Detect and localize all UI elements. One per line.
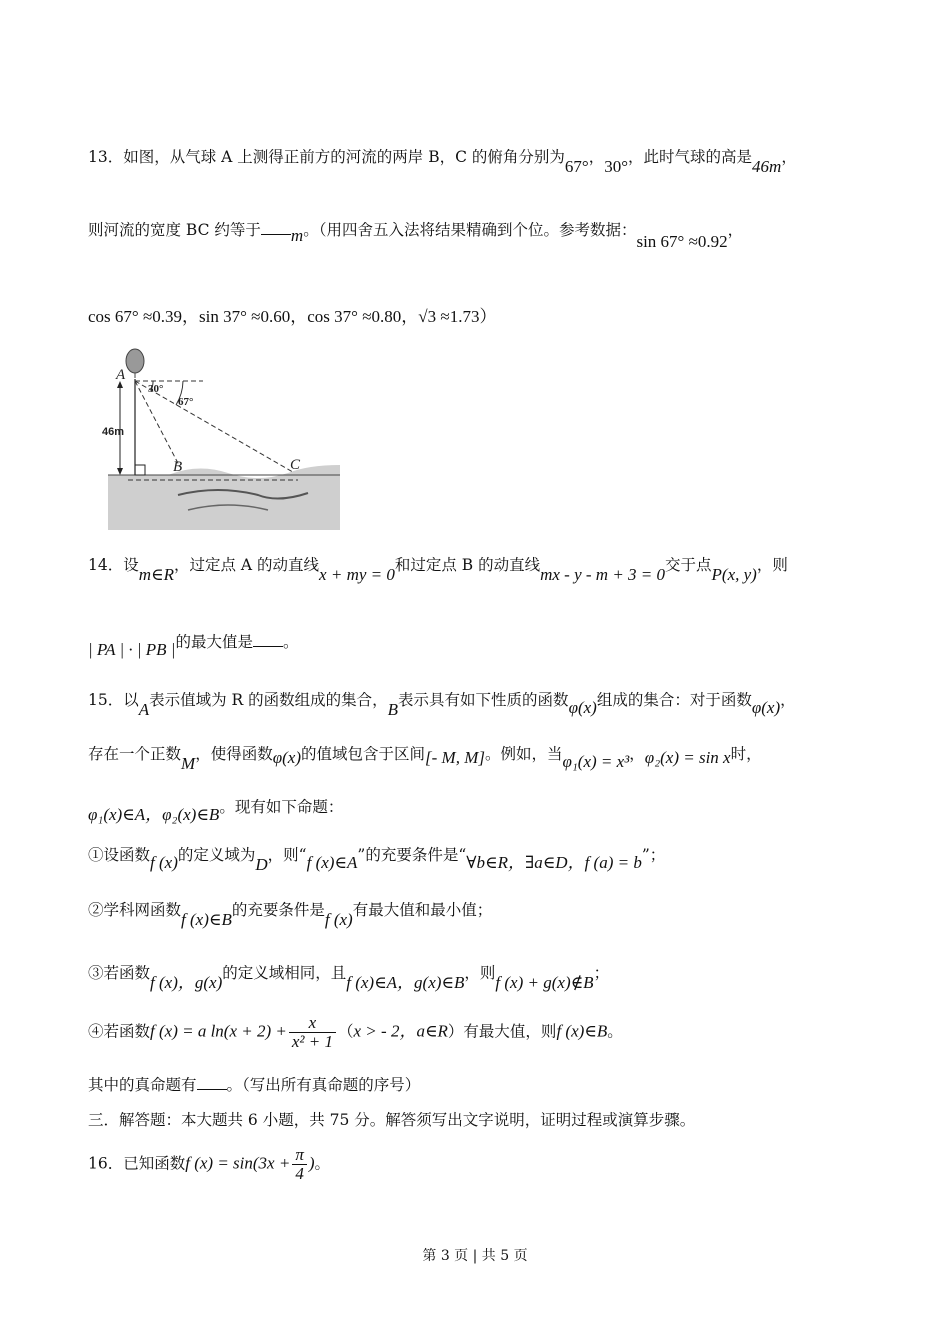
math-phi: φ(x) [272, 748, 301, 767]
fraction-denominator: 4 [295, 1164, 304, 1183]
q14-text: 的最大值是 [175, 633, 253, 651]
q15-text: 有最大值和最小值； [352, 901, 493, 919]
q15-line1 [88, 688, 796, 719]
q15-line3 [88, 792, 344, 824]
q15-text: 。现有如下命题： [219, 798, 344, 816]
reference-data: cos 67° ≈0.39，sin 37° ≈0.60，cos 37° ≈0.80，√3 ≈1.73） [88, 307, 497, 326]
fraction-numerator: π [292, 1146, 307, 1165]
set-B: B [387, 700, 399, 719]
q16-text: 16．已知函数 [88, 1154, 186, 1173]
answer-blank[interactable] [261, 220, 291, 235]
math-f: f (x) [324, 910, 353, 929]
q15-text: 的充要条件是 [231, 901, 325, 919]
punct: ， [780, 691, 796, 709]
q15-line2 [88, 742, 762, 773]
q14-text: 14．设 [88, 556, 139, 574]
math-sum-not-in-B: f (x) + g(x)∉B [495, 973, 594, 992]
section-3-heading [88, 1108, 695, 1130]
punct: ， [781, 148, 797, 166]
fraction-denominator: x² + 1 [291, 1032, 333, 1051]
height-46m: 46m [752, 157, 782, 176]
q15-text: ④若函数 [88, 1022, 151, 1041]
math-phi1: φ₁(x) = x³ [562, 752, 630, 771]
fraction [292, 1146, 307, 1183]
q13-line3 [88, 302, 496, 327]
math-examples: φ₁(x)∈A，φ₂(x)∈B [88, 805, 220, 824]
sin67-value: sin 67° ≈0.92 [636, 232, 728, 251]
q14-text: ，过定点 A 的动直线 [173, 556, 320, 574]
punct: 。 [283, 633, 299, 651]
math-f-in-A-g-in-B: f (x)∈A，g(x)∈B [346, 973, 465, 992]
math-m-in-R: m∈R [138, 565, 174, 584]
math-M: M [181, 754, 196, 773]
label-A: A [116, 367, 126, 383]
math-paren: ) [308, 1153, 315, 1173]
math-f-g: f (x)，g(x) [150, 973, 223, 992]
q15-text: 表示具有如下性质的函数 [398, 691, 569, 709]
q13-text: 则河流的宽度 BC 约等于 [88, 221, 261, 239]
q15-text: （ [338, 1022, 354, 1041]
punct: ， [588, 148, 605, 166]
q15-text: 15．以 [88, 691, 139, 709]
label-B: B [173, 459, 183, 475]
q14-text: 交于点 [665, 556, 712, 574]
q15-prop1 [88, 840, 666, 874]
q14-text: ，则 [756, 556, 788, 574]
math-line2: mx - y - m + 3 = 0 [540, 565, 666, 584]
q14-line1 [88, 553, 788, 584]
q15-text: 的值域包含于区间 [300, 745, 425, 763]
math-phi: φ(x) [751, 698, 781, 717]
page-footer: 第 3 页 | 共 5 页 [422, 1248, 528, 1264]
fraction-numerator: x [289, 1014, 336, 1033]
angle-30: 30° [604, 157, 629, 176]
q15-text: 其中的真命题有 [88, 1076, 197, 1094]
punct: 。 [607, 1022, 623, 1041]
punct: ， [629, 745, 645, 763]
angle-label-67: 67° [178, 396, 194, 408]
q15-text: 的定义域相同，且 [222, 964, 347, 982]
set-A: A [138, 700, 150, 719]
q15-text: ③若函数 [88, 964, 151, 982]
answer-blank[interactable] [253, 632, 283, 647]
q15-text: ②学科网函数 [88, 901, 182, 919]
punct: 。 [314, 1154, 331, 1173]
q13-text: ，此时气球的高是 [628, 148, 753, 166]
q13-text: 。（用四舍五入法将结果精确到个位。参考数据： [303, 221, 637, 239]
math-interval: [- M, M] [425, 748, 485, 767]
q15-text: 表示值域为 R 的函数组成的集合， [149, 691, 388, 709]
q15-text: 的定义域为 [177, 846, 256, 864]
fraction [289, 1014, 336, 1051]
height-label: 46m [102, 426, 125, 438]
q15-prop3 [88, 958, 610, 992]
q15-text: 。（写出所有真命题的序号） [226, 1076, 421, 1094]
q15-prop4 [88, 1014, 623, 1051]
q14-text: 和过定点 B 的动直线 [394, 556, 541, 574]
label-C: C [290, 457, 301, 473]
q15-text: ，则“ [267, 846, 307, 864]
angle-67: 67° [564, 157, 589, 176]
math-domain: x > - 2，a∈R [353, 1021, 448, 1041]
unit-m: m [290, 226, 304, 245]
math-D: D [255, 855, 268, 874]
q15-answer [88, 1073, 420, 1095]
math-f: f (x) [150, 853, 178, 872]
q15-text: ”的充要条件是“ [357, 846, 467, 864]
section-3-text: 三．解答题：本大题共 6 小题，共 75 分。解答须写出文字说明，证明过程或演算步骤。 [88, 1111, 696, 1129]
q16-line [88, 1146, 330, 1183]
angle-label-30: 30° [148, 383, 164, 395]
math-f-in-B: f (x)∈B [556, 1021, 608, 1041]
math-phi: φ(x) [568, 698, 597, 717]
math-f-in-A: f (x)∈A [306, 853, 358, 872]
q15-text: 。例如，当 [484, 745, 563, 763]
q13-line2 [88, 218, 744, 251]
math-f-sin: f (x) = sin(3x + [185, 1153, 291, 1173]
q13-line1 [88, 145, 797, 176]
math-line1: x + my = 0 [319, 565, 395, 584]
q15-text: 组成的集合：对于函数 [596, 691, 752, 709]
math-f-def: f (x) = a ln(x + 2) + [150, 1021, 287, 1041]
math-condition: ∀b∈R，∃a∈D，f (a) = b [466, 853, 642, 872]
q15-prop2 [88, 898, 493, 929]
q15-text: ，使得函数 [195, 745, 273, 763]
balloon-river-figure [102, 345, 348, 530]
q15-text: ，则 [464, 964, 496, 982]
math-phi2: φ₂(x) = sin x [644, 748, 731, 767]
q15-text: 存在一个正数 [88, 745, 182, 763]
q15-text: 时， [730, 745, 762, 763]
math-f-in-B: f (x)∈B [181, 910, 232, 929]
math-PA-PB: | PA | · | PB | [88, 640, 176, 659]
q15-text: ①设函数 [88, 846, 151, 864]
punct: ， [727, 221, 744, 239]
math-point-P: P(x, y) [711, 565, 757, 584]
q13-text: 13．如图，从气球 A 上测得正前方的河流的两岸 B，C 的俯角分别为 [88, 148, 565, 166]
answer-blank[interactable] [197, 1075, 227, 1090]
q15-text: ）有最大值，则 [447, 1022, 557, 1041]
q15-text: ”； [641, 846, 666, 864]
q14-line2 [88, 630, 299, 659]
punct: ； [593, 964, 610, 982]
